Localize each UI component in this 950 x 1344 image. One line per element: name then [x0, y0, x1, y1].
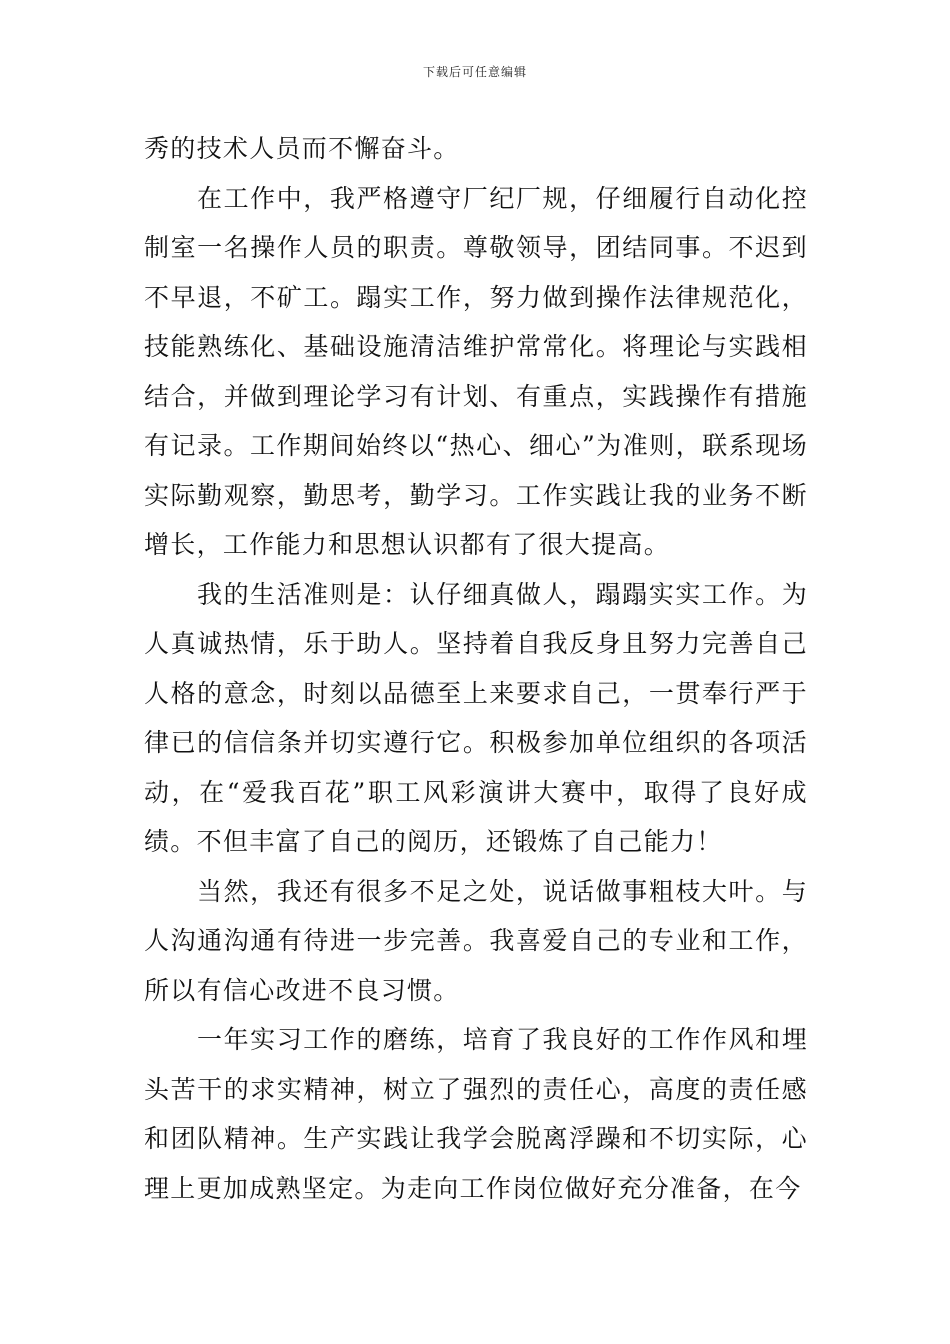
document-body — [144, 124, 808, 1213]
paragraph-3: 我的生活准则是：认仔细真做人，蹋蹋实实工作。为人真诚热情，乐于助人。坚持着自我反身且努力完善自己人格的意念，时刻以品德至上来要求自己，一贯奉行严于律已的信信条并切实遵行它。积极参加单位组织的各项活动，在“爱我百花”职工风彩演讲大赛中，取得了良好成绩。不但丰富了自己的阅历，还锻炼了自己能力！ — [144, 579, 808, 856]
paragraph-1: 秀的技术人员而不懈奋斗。 — [144, 134, 460, 163]
paragraph-4: 当然，我还有很多不足之处，说话做事粗枝大叶。与人沟通沟通有待进一步完善。我喜爱自己的专业和工作，所以有信心改进不良习惯。 — [144, 876, 808, 1005]
paragraph-5: 一年实习工作的磨练，培育了我良好的工作作风和埋头苦干的求实精神，树立了强烈的责任心，高度的责任感和团队精神。生产实践让我学会脱离浮躁和不切实际，心理上更加成熟坚定。为走向工作岗位做好充分准备，在今 — [144, 1025, 808, 1203]
paragraph-2: 在工作中，我严格遵守厂纪厂规，仔细履行自动化控制室一名操作人员的职责。尊敬领导，团结同事。不迟到不早退，不矿工。蹋实工作，努力做到操作法律规范化，技能熟练化、基础设施清洁维护常常化。将理论与实践相结合，并做到理论学习有计划、有重点，实践操作有措施有记录。工作期间始终以“热心、细心”为准则，联系现场实际勤观察，勤思考，勤学习。工作实践让我的业务不断增长，工作能力和思想认识都有了很大提高。 — [144, 183, 808, 559]
page-header: 下载后可任意编辑 — [422, 65, 527, 79]
